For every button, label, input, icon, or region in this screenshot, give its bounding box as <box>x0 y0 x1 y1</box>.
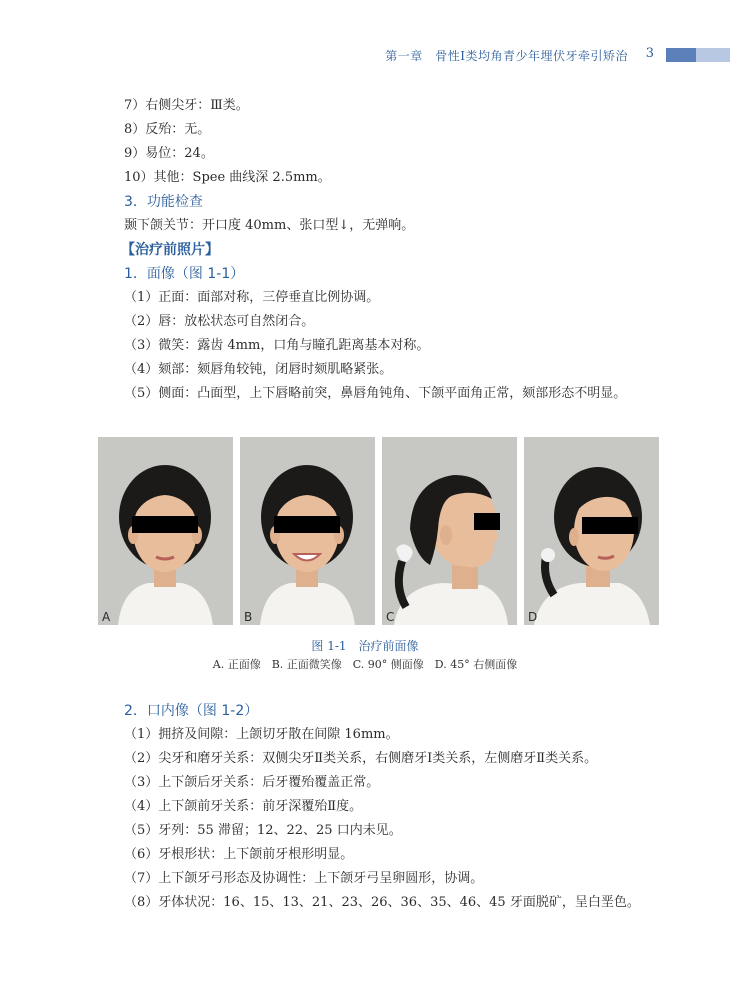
occlusion-items <box>121 94 644 406</box>
list-item: 7）右侧尖牙：Ⅲ类。 <box>124 98 249 113</box>
panel-label-b: B <box>244 610 253 624</box>
list-item: （4）颏部：颏唇角较钝，闭唇时颏肌略紧张。 <box>124 362 393 377</box>
list-item: （6）牙根形状：上下颌前牙根形明显。 <box>124 847 354 862</box>
panel-label-c: C <box>386 610 395 624</box>
list-item: （2）唇：放松状态可自然闭合。 <box>124 314 315 329</box>
header-accent-bar <box>666 48 696 62</box>
list-item: 8）反殆：无。 <box>124 122 211 137</box>
list-item: （8）牙体状况：16、15、13、21、23、26、36、35、46、45 牙面脱矿，呈白垩色。 <box>124 895 640 910</box>
face-heading: 1．面像（图 1-1） <box>124 266 245 282</box>
figure-caption-subtitle: A. 正面像 B. 正面微笑像 C. 90° 侧面像 D. 45° 右侧面像 <box>212 658 518 671</box>
photo-frontal <box>98 437 233 625</box>
list-item: （5）牙列：55 滞留；12、22、25 口内未见。 <box>124 823 402 838</box>
chapter-title: 第一章 骨性Ⅰ类均角青少年埋伏牙牵引矫治 <box>385 49 628 63</box>
panel-label-d: D <box>528 610 538 624</box>
photo-profile-90 <box>382 437 517 625</box>
portrait-oblique-image <box>524 437 659 625</box>
list-item: （1）拥挤及间隙：上颌切牙散在间隙 16mm。 <box>124 727 399 742</box>
photo-smile <box>240 437 375 625</box>
header-accent-bar-light <box>696 48 730 62</box>
photo-oblique-45 <box>524 437 659 625</box>
list-item: （2）尖牙和磨牙关系：双侧尖牙Ⅱ类关系，右侧磨牙Ⅰ类关系，左侧磨牙Ⅱ类关系。 <box>124 751 598 766</box>
list-item: （7）上下颌牙弓形态及协调性：上下颌牙弓呈卵圆形，协调。 <box>124 871 484 886</box>
portrait-profile-image <box>382 437 517 625</box>
list-item: （1）正面：面部对称，三停垂直比例协调。 <box>124 290 380 305</box>
figure-caption-title: 图 1-1 治疗前面像 <box>311 639 419 653</box>
list-item: 10）其他：Spee 曲线深 2.5mm。 <box>124 170 331 185</box>
list-item: 9）易位：24。 <box>124 146 214 161</box>
page-number: 3 <box>645 46 654 61</box>
portrait-frontal-image <box>98 437 233 625</box>
functional-exam-heading: 3．功能检查 <box>124 194 203 210</box>
panel-label-a: A <box>102 610 111 624</box>
figure-1-1 <box>98 437 658 625</box>
portrait-smile-image <box>240 437 375 625</box>
running-header <box>0 44 730 68</box>
list-item: （3）上下颌后牙关系：后牙覆殆覆盖正常。 <box>124 775 380 790</box>
intraoral-heading: 2．口内像（图 1-2） <box>124 703 259 719</box>
pretreatment-photos-heading: 【治疗前照片】 <box>121 242 219 258</box>
intraoral-section <box>124 699 644 915</box>
functional-exam-text: 颞下颌关节：开口度 40mm、张口型↓，无弹响。 <box>124 218 415 233</box>
list-item: （4）上下颌前牙关系：前牙深覆殆Ⅱ度。 <box>124 799 363 814</box>
list-item: （3）微笑：露齿 4mm，口角与瞳孔距离基本对称。 <box>124 338 430 353</box>
list-item: （5）侧面：凸面型，上下唇略前突，鼻唇角钝角、下颌平面角正常，颏部形态不明显。 <box>124 386 627 401</box>
